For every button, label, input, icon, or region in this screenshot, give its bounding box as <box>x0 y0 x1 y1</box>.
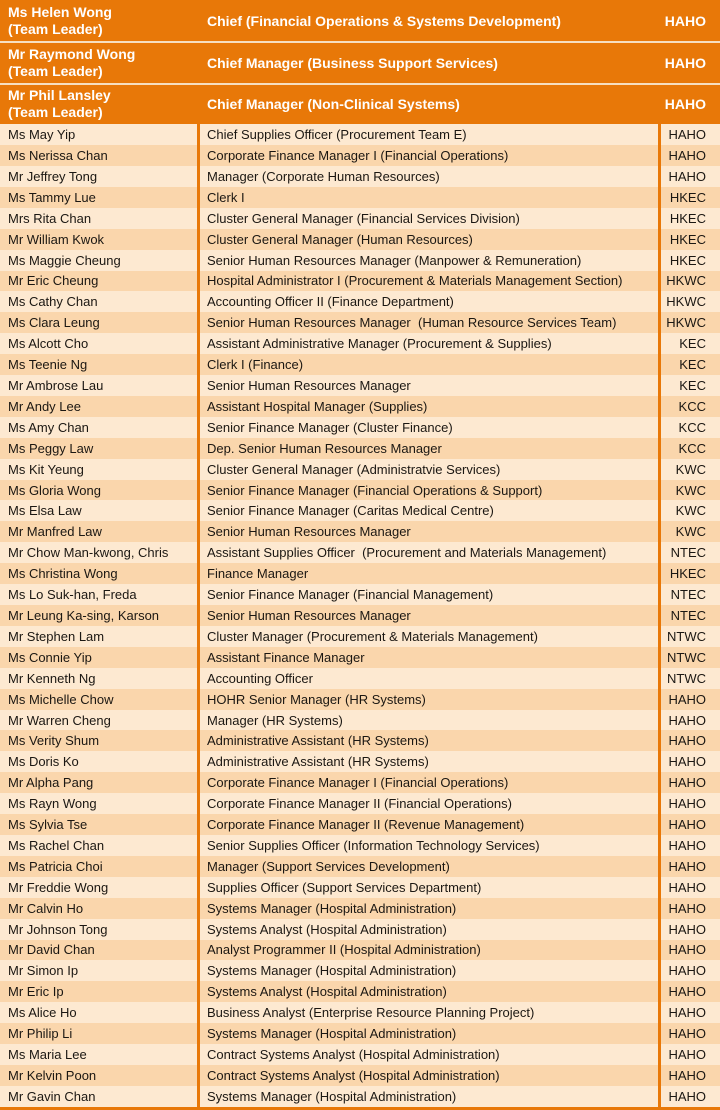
staff-title: Senior Finance Manager (Financial Management) <box>197 584 658 605</box>
staff-row <box>0 187 720 208</box>
staff-org-code: HAHO <box>658 940 720 961</box>
staff-org-code: HAHO <box>658 751 720 772</box>
staff-title: Senior Human Resources Manager (Human Resource Services Team) <box>197 312 658 333</box>
staff-title: Senior Human Resources Manager <box>197 605 658 626</box>
staff-title: Assistant Finance Manager <box>197 647 658 668</box>
staff-name: Ms Connie Yip <box>8 649 92 665</box>
staff-name: Ms Alice Ho <box>8 1005 77 1021</box>
staff-title: Analyst Programmer II (Hospital Administration) <box>197 940 658 961</box>
staff-row <box>0 375 720 396</box>
staff-name: Mr Chow Man-kwong, Chris <box>8 545 169 561</box>
staff-name: Ms Clara Leung <box>8 315 100 331</box>
staff-row <box>0 1086 720 1107</box>
staff-org-code: HAHO <box>658 1002 720 1023</box>
staff-row <box>0 751 720 772</box>
staff-title: Corporate Finance Manager II (Financial Operations) <box>197 793 658 814</box>
leader-name-cell <box>0 43 197 82</box>
staff-title: Accounting Officer II (Finance Department) <box>197 291 658 312</box>
staff-title: Systems Analyst (Hospital Administration) <box>197 919 658 940</box>
staff-org-code: NTWC <box>658 668 720 689</box>
staff-title: Contract Systems Analyst (Hospital Administration) <box>197 1044 658 1065</box>
staff-name: Ms Rachel Chan <box>8 837 105 853</box>
staff-org-code: HKEC <box>658 250 720 271</box>
staff-org-code: HAHO <box>658 1065 720 1086</box>
staff-org-code: HAHO <box>658 1086 720 1107</box>
staff-row <box>0 856 720 877</box>
staff-org-code: HAHO <box>658 981 720 1002</box>
staff-title: Manager (Support Services Development) <box>197 856 658 877</box>
staff-row <box>0 730 720 751</box>
staff-row <box>0 459 720 480</box>
leader-name-cell <box>0 85 197 124</box>
staff-title: Corporate Finance Manager I (Financial Operations) <box>197 772 658 793</box>
team-leader-row <box>0 41 720 82</box>
staff-name: Mr Kelvin Poon <box>8 1067 97 1083</box>
staff-org-code: KEC <box>658 375 720 396</box>
staff-title: Cluster Manager (Procurement & Materials Management) <box>197 626 658 647</box>
staff-name: Ms Verity Shum <box>8 733 100 749</box>
staff-name: Ms Lo Suk-han, Freda <box>8 587 137 603</box>
staff-row <box>0 250 720 271</box>
staff-name: Ms Doris Ko <box>8 754 79 770</box>
staff-org-code: HAHO <box>658 877 720 898</box>
staff-title: Assistant Administrative Manager (Procurement & Supplies) <box>197 333 658 354</box>
staff-org-code: HAHO <box>658 124 720 145</box>
staff-title: Senior Finance Manager (Cluster Finance) <box>197 417 658 438</box>
staff-name: Ms Amy Chan <box>8 419 89 435</box>
staff-title: Dep. Senior Human Resources Manager <box>197 438 658 459</box>
staff-title: Administrative Assistant (HR Systems) <box>197 730 658 751</box>
staff-row <box>0 438 720 459</box>
staff-title: Cluster General Manager (Administratvie Services) <box>197 459 658 480</box>
leader-title: Chief (Financial Operations & Systems Development) <box>207 12 561 29</box>
staff-title: Senior Human Resources Manager <box>197 375 658 396</box>
leader-role-suffix: (Team Leader) <box>8 20 103 37</box>
staff-name: Ms Sylvia Tse <box>8 817 88 833</box>
staff-org-code: KEC <box>658 354 720 375</box>
staff-row <box>0 145 720 166</box>
staff-row <box>0 521 720 542</box>
staff-title: Senior Supplies Officer (Information Technology Services) <box>197 835 658 856</box>
staff-org-code: HAHO <box>658 689 720 710</box>
staff-name: Mr Eric Cheung <box>8 273 99 289</box>
staff-name: Mrs Rita Chan <box>8 210 92 226</box>
staff-title: Assistant Supplies Officer (Procurement and Materials Management) <box>197 542 658 563</box>
staff-org-code: HKWC <box>658 312 720 333</box>
staff-row <box>0 229 720 250</box>
staff-title: Clerk I (Finance) <box>197 354 658 375</box>
staff-title: Finance Manager <box>197 563 658 584</box>
staff-org-code: HKWC <box>658 291 720 312</box>
staff-row <box>0 291 720 312</box>
staff-name: Mr Gavin Chan <box>8 1088 96 1104</box>
staff-name: Mr Jeffrey Tong <box>8 168 98 184</box>
staff-name: Ms Peggy Law <box>8 440 94 456</box>
staff-name: Ms Nerissa Chan <box>8 148 108 164</box>
staff-title: Cluster General Manager (Human Resources) <box>197 229 658 250</box>
staff-org-code: KWC <box>658 521 720 542</box>
staff-row <box>0 166 720 187</box>
leader-org-code: HAHO <box>664 55 706 72</box>
staff-title: HOHR Senior Manager (HR Systems) <box>197 689 658 710</box>
staff-title: Senior Finance Manager (Financial Operations & Support) <box>197 480 658 501</box>
leader-name: Ms Helen Wong <box>8 3 112 20</box>
staff-title: Systems Manager (Hospital Administration) <box>197 1086 658 1107</box>
staff-org-code: NTWC <box>658 647 720 668</box>
staff-name: Mr Manfred Law <box>8 524 102 540</box>
staff-title: Senior Human Resources Manager (Manpower & Remuneration) <box>197 250 658 271</box>
staff-org-code: KWC <box>658 459 720 480</box>
leader-org-code: HAHO <box>664 12 706 29</box>
staff-title: Supplies Officer (Support Services Department) <box>197 877 658 898</box>
staff-row <box>0 981 720 1002</box>
staff-name: Ms Alcott Cho <box>8 336 89 352</box>
staff-name: Ms Michelle Chow <box>8 691 114 707</box>
staff-row <box>0 208 720 229</box>
staff-title: Systems Manager (Hospital Administration) <box>197 898 658 919</box>
staff-title: Corporate Finance Manager I (Financial Operations) <box>197 145 658 166</box>
leader-title: Chief Manager (Business Support Services) <box>207 55 498 72</box>
staff-name: Ms Elsa Law <box>8 503 82 519</box>
staff-row <box>0 835 720 856</box>
staff-name: Mr Freddie Wong <box>8 879 109 895</box>
leader-name: Mr Raymond Wong <box>8 46 136 63</box>
team-leader-row <box>0 83 720 124</box>
staff-org-code: HKWC <box>658 271 720 292</box>
staff-name: Mr Eric Ip <box>8 984 64 1000</box>
staff-org-code: KWC <box>658 480 720 501</box>
staff-name: Mr Alpha Pang <box>8 775 94 791</box>
staff-title: Contract Systems Analyst (Hospital Administration) <box>197 1065 658 1086</box>
staff-title: Hospital Administrator I (Procurement & Materials Management Section) <box>197 271 658 292</box>
staff-org-code: HAHO <box>658 1023 720 1044</box>
staff-name: Mr David Chan <box>8 942 95 958</box>
staff-org-code: HKEC <box>658 563 720 584</box>
staff-org-code: NTEC <box>658 605 720 626</box>
staff-title: Manager (Corporate Human Resources) <box>197 166 658 187</box>
staff-org-code: HAHO <box>658 919 720 940</box>
staff-org-code: HAHO <box>658 166 720 187</box>
staff-row <box>0 940 720 961</box>
staff-row <box>0 1002 720 1023</box>
staff-title: Systems Manager (Hospital Administration) <box>197 960 658 981</box>
staff-title: Cluster General Manager (Financial Services Division) <box>197 208 658 229</box>
staff-row <box>0 480 720 501</box>
staff-org-code: NTWC <box>658 626 720 647</box>
staff-name: Ms Tammy Lue <box>8 189 96 205</box>
staff-org-code: KWC <box>658 500 720 521</box>
staff-row <box>0 689 720 710</box>
staff-org-code: HAHO <box>658 960 720 981</box>
staff-name: Mr Warren Cheng <box>8 712 111 728</box>
staff-org-code: NTEC <box>658 584 720 605</box>
staff-row <box>0 605 720 626</box>
staff-title: Senior Human Resources Manager <box>197 521 658 542</box>
staff-name: Ms Maria Lee <box>8 1047 87 1062</box>
staff-title: Manager (HR Systems) <box>197 710 658 731</box>
staff-title: Assistant Hospital Manager (Supplies) <box>197 396 658 417</box>
staff-org-code: HAHO <box>658 835 720 856</box>
staff-row <box>0 919 720 940</box>
staff-org-code: KCC <box>658 396 720 417</box>
staff-org-code: HKEC <box>658 229 720 250</box>
staff-org-code: HAHO <box>658 814 720 835</box>
staff-row <box>0 542 720 563</box>
staff-name: Mr Kenneth Ng <box>8 670 96 686</box>
staff-title: Administrative Assistant (HR Systems) <box>197 751 658 772</box>
staff-name: Mr Philip Li <box>8 1026 73 1042</box>
staff-org-code: NTEC <box>658 542 720 563</box>
staff-name: Mr Leung Ka-sing, Karson <box>8 607 160 623</box>
staff-org-code: HAHO <box>658 145 720 166</box>
leader-name-cell <box>0 0 197 41</box>
staff-row <box>0 396 720 417</box>
staff-name: Ms Maggie Cheung <box>8 252 121 268</box>
staff-title: Corporate Finance Manager II (Revenue Management) <box>197 814 658 835</box>
staff-title: Systems Manager (Hospital Administration) <box>197 1023 658 1044</box>
staff-row <box>0 124 720 145</box>
staff-row <box>0 312 720 333</box>
staff-title: Business Analyst (Enterprise Resource Planning Project) <box>197 1002 658 1023</box>
staff-org-code: HAHO <box>658 730 720 751</box>
staff-name: Ms Patricia Choi <box>8 858 103 874</box>
staff-row <box>0 417 720 438</box>
staff-org-code: KEC <box>658 333 720 354</box>
staff-title: Clerk I <box>197 187 658 208</box>
staff-name: Ms May Yip <box>8 127 76 143</box>
staff-title: Senior Finance Manager (Caritas Medical Centre) <box>197 500 658 521</box>
staff-name: Ms Gloria Wong <box>8 482 101 498</box>
staff-name: Ms Cathy Chan <box>8 294 98 310</box>
staff-row <box>0 647 720 668</box>
staff-name: Mr Stephen Lam <box>8 628 105 644</box>
staff-name: Mr Calvin Ho <box>8 900 84 916</box>
staff-row <box>0 877 720 898</box>
staff-title: Chief Supplies Officer (Procurement Team E) <box>197 124 658 145</box>
staff-name: Mr Johnson Tong <box>8 921 108 937</box>
staff-row <box>0 1023 720 1044</box>
staff-org-code: HAHO <box>658 1044 720 1065</box>
staff-row <box>0 898 720 919</box>
staff-name: Mr Simon Ip <box>8 963 79 979</box>
staff-row <box>0 793 720 814</box>
staff-org-code: KCC <box>658 417 720 438</box>
staff-row <box>0 814 720 835</box>
staff-name: Ms Rayn Wong <box>8 796 97 812</box>
staff-org-code: HAHO <box>658 793 720 814</box>
leader-org-code: HAHO <box>664 96 706 113</box>
staff-row <box>0 271 720 292</box>
staff-name: Mr Andy Lee <box>8 398 81 414</box>
staff-name: Ms Christina Wong <box>8 566 118 582</box>
staff-row <box>0 960 720 981</box>
staff-name: Mr William Kwok <box>8 231 105 247</box>
staff-row <box>0 1065 720 1086</box>
staff-row <box>0 333 720 354</box>
staff-row <box>0 500 720 521</box>
staff-title: Systems Analyst (Hospital Administration) <box>197 981 658 1002</box>
staff-org-code: HKEC <box>658 208 720 229</box>
staff-row <box>0 626 720 647</box>
staff-row <box>0 668 720 689</box>
staff-row <box>0 710 720 731</box>
leader-role-suffix: (Team Leader) <box>8 104 103 121</box>
staff-title: Accounting Officer <box>197 668 658 689</box>
staff-org-code: HKEC <box>658 187 720 208</box>
leader-role-suffix: (Team Leader) <box>8 63 103 80</box>
staff-org-code: HAHO <box>658 856 720 877</box>
staff-row <box>0 772 720 793</box>
staff-name: Mr Ambrose Lau <box>8 378 104 393</box>
staff-row <box>0 563 720 584</box>
staff-name: Ms Teenie Ng <box>8 357 88 373</box>
staff-org-code: HAHO <box>658 772 720 793</box>
leader-name: Mr Phil Lansley <box>8 87 111 104</box>
staff-row <box>0 354 720 375</box>
leader-title: Chief Manager (Non-Clinical Systems) <box>207 96 460 113</box>
staff-row <box>0 584 720 605</box>
staff-org-code: HAHO <box>658 710 720 731</box>
staff-name: Ms Kit Yeung <box>8 461 84 477</box>
staff-row <box>0 1044 720 1065</box>
staff-org-code: KCC <box>658 438 720 459</box>
staff-org-code: HAHO <box>658 898 720 919</box>
team-leader-row <box>0 0 720 41</box>
